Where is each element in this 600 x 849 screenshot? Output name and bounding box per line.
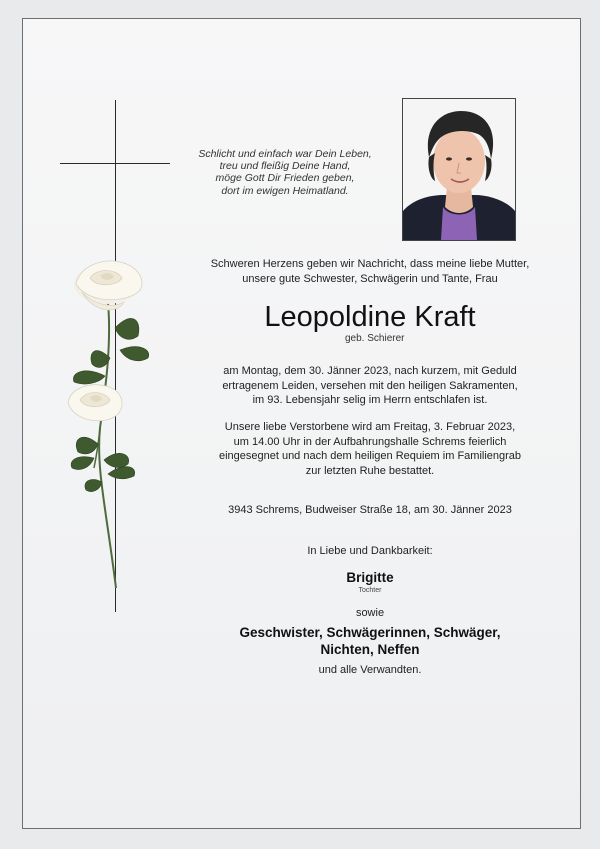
maiden-name: geb. Schierer (345, 333, 405, 344)
notice-line: ertragenem Leiden, versehen mit den heiligen Sakramenten, (222, 379, 518, 392)
notice-line: im 93. Lebensjahr selig im Herrn entschlafen ist. (252, 394, 488, 406)
portrait-photo (402, 98, 516, 241)
verse-line: treu und fleißig Deine Hand, (219, 160, 351, 173)
mourners-intro: In Liebe und Dankbarkeit: (307, 545, 433, 557)
other-mourners-line-2: Nichten, Neffen (320, 642, 420, 657)
intro-line: unsere gute Schwester, Schwägerin und Tante, Frau (242, 272, 498, 285)
verse-line: dort im ewigen Heimatland. (221, 184, 349, 197)
deceased-name: Leopoldine Kraft (264, 301, 476, 333)
funeral-line: eingesegnet und nach dem heiligen Requiem im Familiengrab (218, 450, 522, 462)
funeral-line: um 14.00 Uhr in der Aufbahrungshalle Schrems feierlich (233, 435, 507, 448)
mourners-connector: sowie (355, 607, 385, 619)
place-and-date: 3943 Schrems, Budweiser Straße 18, am 30. Jänner 2023 (228, 504, 512, 516)
memorial-verse (190, 148, 380, 197)
announcement-intro (205, 257, 535, 286)
funeral-details (205, 420, 535, 478)
cross-horizontal-beam (60, 163, 170, 164)
white-rose-illustration (60, 258, 160, 598)
primary-mourner-name: Brigitte (346, 570, 394, 585)
funeral-line: Unsere liebe Verstorbene wird am Freitag, 3. Februar 2023, (224, 421, 516, 433)
mourners-closing: und alle Verwandten. (318, 664, 422, 676)
portrait-illustration (403, 99, 515, 240)
intro-line: Schweren Herzens geben wir Nachricht, dass meine liebe Mutter, (210, 258, 530, 270)
verse-line: möge Gott Dir Frieden geben, (215, 172, 355, 185)
notice-line: am Montag, dem 30. Jänner 2023, nach kurzem, mit Geduld (223, 365, 517, 377)
funeral-line: zur letzten Ruhe bestattet. (305, 464, 435, 477)
other-mourners-line-1: Geschwister, Schwägerinnen, Schwäger, (239, 625, 501, 640)
primary-mourner-relation: Tochter (358, 587, 382, 594)
death-notice (205, 364, 535, 408)
verse-line: Schlicht und einfach war Dein Leben, (198, 148, 372, 160)
